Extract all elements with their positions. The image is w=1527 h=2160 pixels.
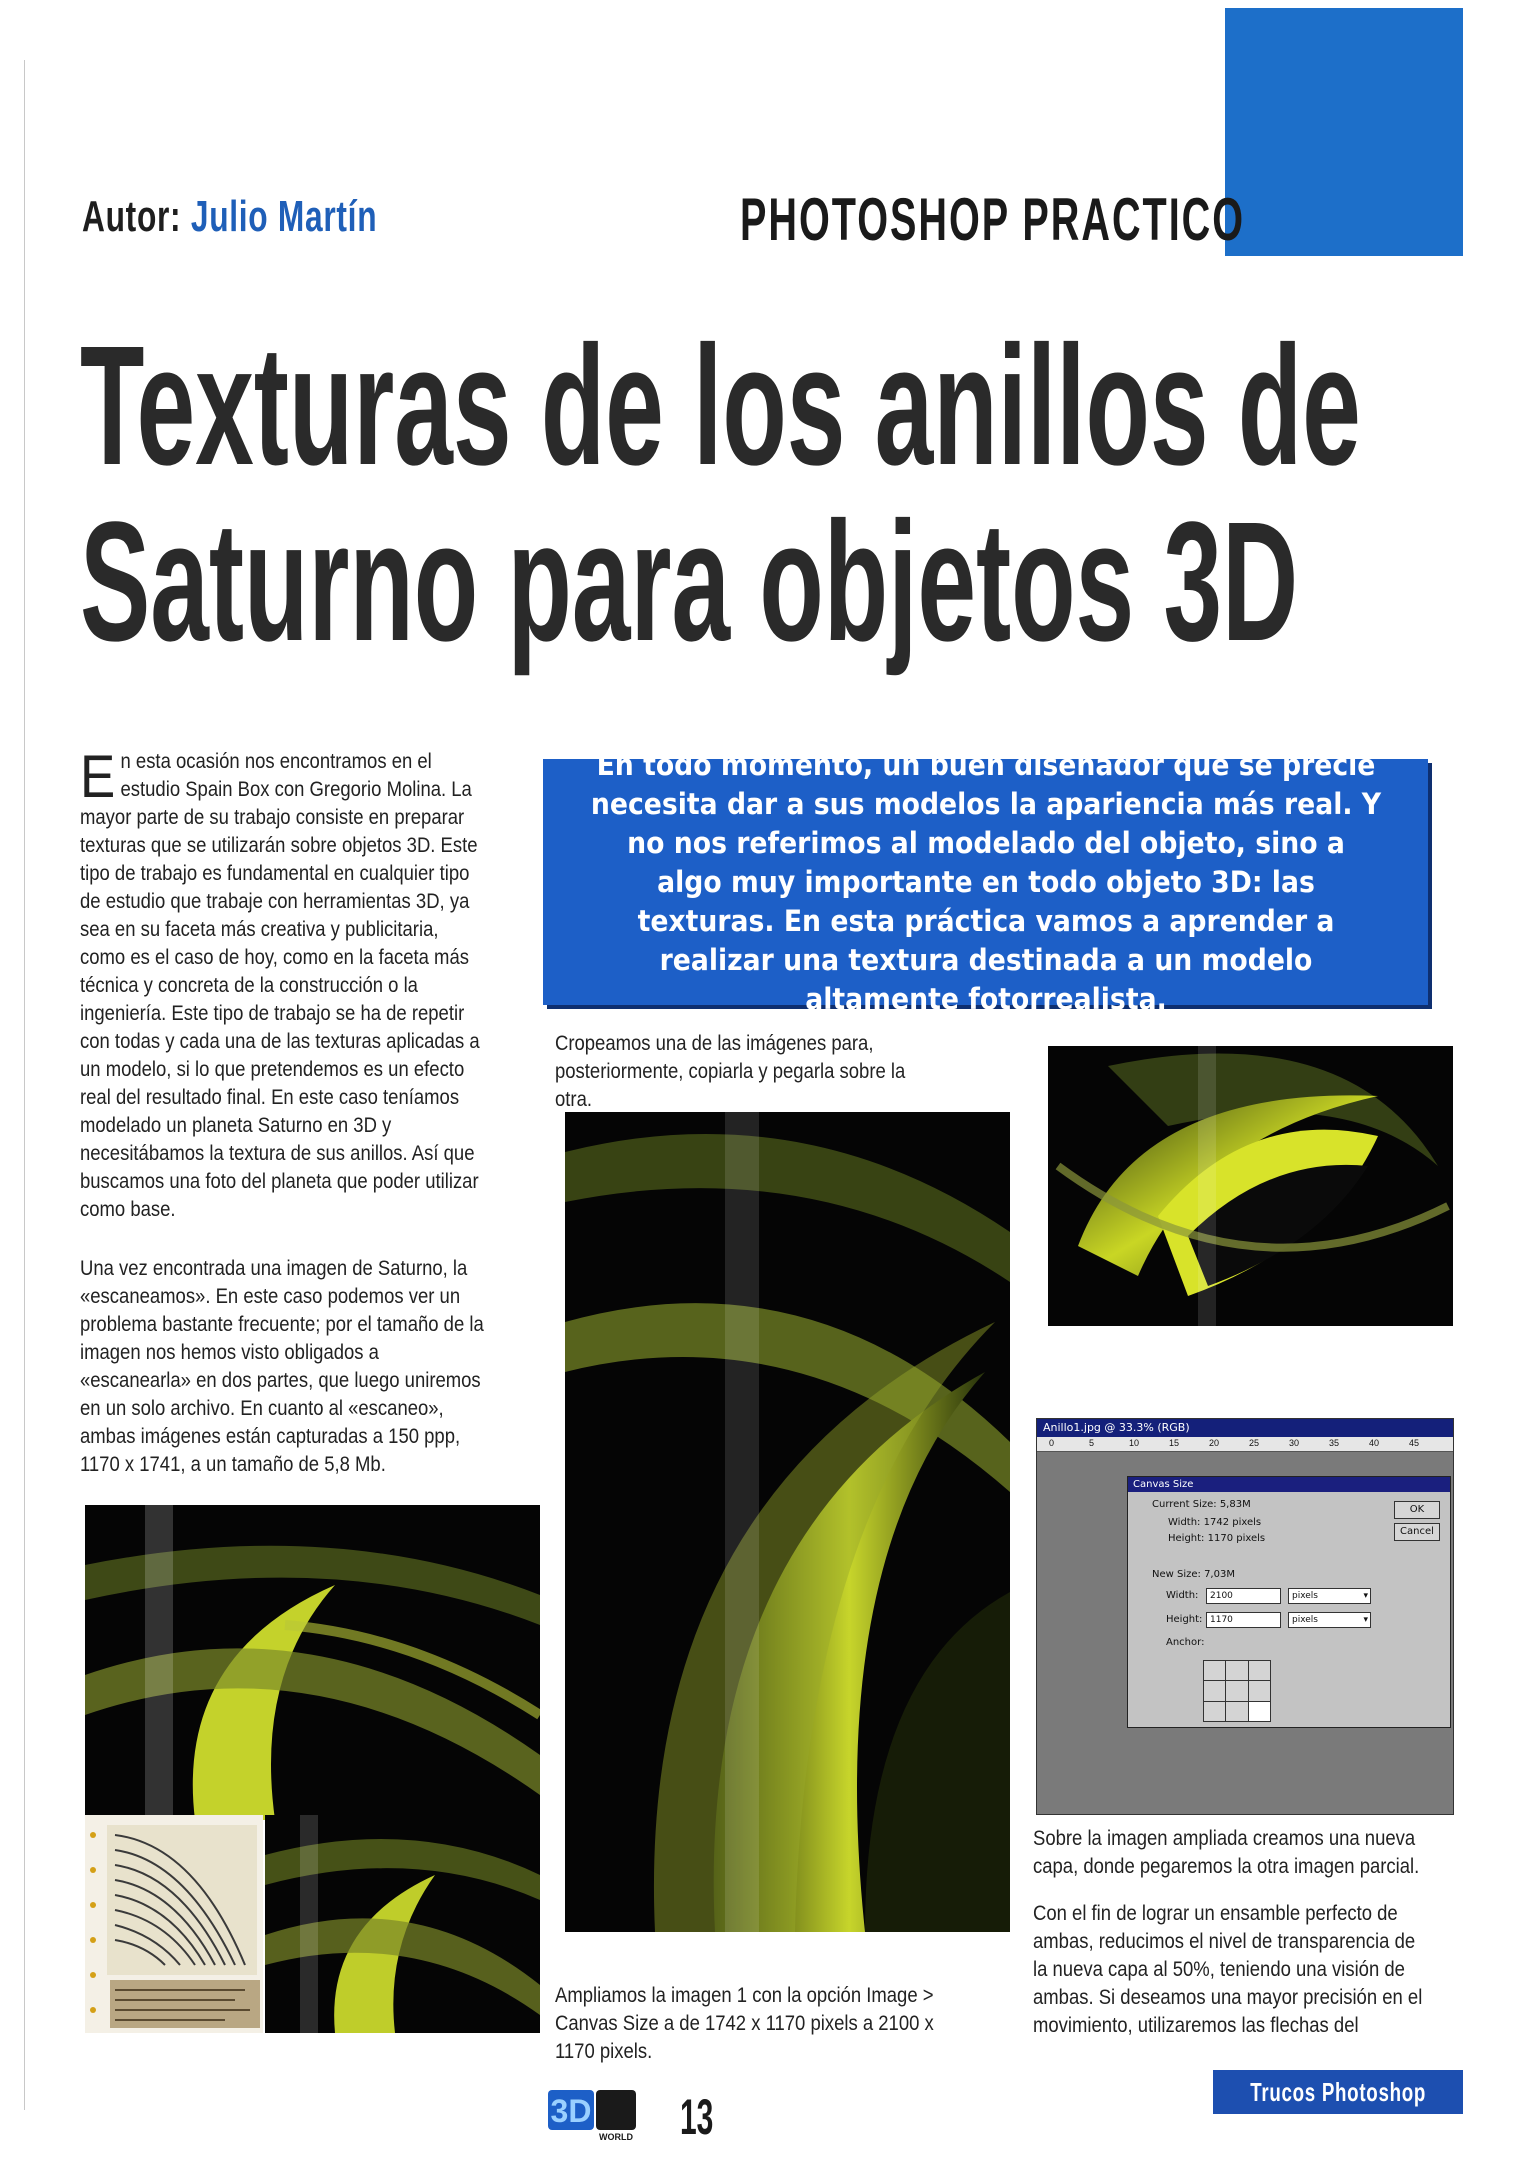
anchor-cell[interactable] [1204, 1702, 1225, 1721]
intro-paragraph-1 [80, 743, 485, 1224]
new-size: New Size: 7,03M [1152, 1569, 1235, 1580]
intro-text-1: n esta ocasión nos encontramos en el estudio Spain Box con Gregorio Molina. La mayor parte de su trabajo consiste en preparar texturas que se utilizarán sobre objetos 3D. Este tipo de trabajo es fundamental en cualquier tipo de estudio que trabaje con herramientas 3D, ya sea en su faceta más creativa y publicitaria, como es el caso de hoy, como en la faceta más técnica y concreta de la construcción o la ingeniería. Este tipo de trabajo se ha de repetir con todas y cada una de las texturas aplicadas a un modelo, si lo que pretendemos es un efecto real del resultado final. En este caso teníamos modelado un planeta Saturno en 3D y necesitábamos la textura de sus anillos. Así que buscamos una foto del planeta que poder utilizar como base. [80, 750, 480, 1221]
anchor-grid[interactable] [1203, 1660, 1271, 1722]
ruler-tick: 25 [1249, 1438, 1260, 1448]
magazine-thumbnail [85, 1815, 263, 2033]
ruler [1037, 1437, 1453, 1452]
ruler-tick: 30 [1289, 1438, 1300, 1448]
height-input[interactable]: 1170 [1206, 1612, 1281, 1628]
footer-section-bar [1213, 2070, 1463, 2114]
anchor-label: Anchor: [1166, 1637, 1205, 1648]
saturn-ring-photo-half [565, 1112, 1010, 1932]
intro-paragraph-2: Una vez encontrada una imagen de Saturno, la «escaneamos». En este caso podemos ver un problema bastante frecuente; por el tamaño de la imagen nos hemos visto obligados a «escanearla» en dos partes, que luego uniremos en un solo archivo. En cuanto al «escaneo», ambas imágenes están capturadas a 150 ppp, 1170 x 1741, a un tamaño de 5,8 Mb. [80, 1257, 484, 1476]
width-input[interactable]: 2100 [1206, 1588, 1281, 1604]
page-number: 13 [680, 2089, 714, 2145]
article-headline [80, 311, 1361, 677]
saturn-ring-photo-scan [85, 1505, 540, 1820]
author-name: Julio Martín [190, 192, 378, 241]
cancel-button[interactable]: Cancel [1394, 1523, 1440, 1541]
caption-transparency: Con el fin de lograr un ensamble perfecto de ambas, reducimos el nivel de transparencia de la nueva capa al 50%, teniendo una visión de ambas. Si deseamos una mayor precisión en el movimiento, utilizaremos las flechas del [1033, 1902, 1423, 2037]
anchor-cell[interactable] [1204, 1661, 1225, 1680]
dialog-title: Canvas Size [1128, 1477, 1450, 1492]
height-label: Height: [1166, 1614, 1203, 1625]
caption-canvas-size: Ampliamos la imagen 1 con la opción Image > Canvas Size a de 1742 x 1170 pixels a 2100 x 1170 pixels. [555, 1984, 934, 2063]
caption-new-layer: Sobre la imagen ampliada creamos una nueva capa, donde pegaremos la otra imagen parcial. [1033, 1827, 1420, 1878]
corner-color-block [1225, 8, 1463, 256]
ruler-tick: 15 [1169, 1438, 1180, 1448]
headline-line-2: Saturno para objetos 3D [80, 487, 1299, 677]
width-label: Width: [1166, 1590, 1199, 1601]
anchor-cell[interactable] [1249, 1661, 1270, 1680]
author-line [82, 192, 377, 242]
lead-text: En todo momento, un buen diseñador que se precie necesita dar a sus modelos la apariencia más real. Y no nos referimos al modelado del objeto, sino a algo muy importante en todo objeto 3D: las texturas. En esta práctica vamos a aprender a realizar una textura destinada a un modelo altamente fotorrealista. [590, 747, 1381, 1016]
ruler-tick: 45 [1409, 1438, 1420, 1448]
anchor-cell[interactable] [1249, 1681, 1270, 1700]
footer-section-label: Trucos Photoshop [1250, 2077, 1426, 2107]
author-label: Autor: [82, 192, 191, 241]
saturn-ring-photo-layered [265, 1815, 540, 2033]
headline-line-1: Texturas de los anillos de [80, 311, 1361, 501]
ruler-tick: 35 [1329, 1438, 1340, 1448]
logo-mark: 3D [550, 2093, 592, 2129]
ruler-tick: 10 [1129, 1438, 1140, 1448]
drop-cap: E [80, 743, 116, 810]
width-unit-select[interactable]: pixels ▾ [1288, 1588, 1371, 1604]
ruler-tick: 20 [1209, 1438, 1220, 1448]
caption-crop: Cropeamos una de las imágenes para, posteriormente, copiarla y pegarla sobre la otra. [555, 1032, 906, 1111]
anchor-cell[interactable] [1226, 1661, 1247, 1680]
ok-button[interactable]: OK [1394, 1501, 1440, 1519]
canvas-size-dialog [1127, 1476, 1451, 1728]
ruler-tick: 0 [1049, 1438, 1055, 1448]
ruler-tick: 5 [1089, 1438, 1095, 1448]
3d-world-logo [548, 2088, 664, 2144]
current-size: Current Size: 5,83M [1152, 1499, 1251, 1510]
ruler-tick: 40 [1369, 1438, 1380, 1448]
current-height: Height: 1170 pixels [1168, 1533, 1266, 1544]
height-unit-select[interactable]: pixels ▾ [1288, 1612, 1371, 1628]
current-width: Width: 1742 pixels [1168, 1517, 1262, 1528]
anchor-cell[interactable] [1204, 1681, 1225, 1700]
margin-rule [24, 60, 25, 2110]
canvas-size-screenshot [1036, 1418, 1454, 1815]
document-titlebar: Anillo1.jpg @ 33.3% (RGB) [1037, 1419, 1454, 1437]
saturn-ring-photo-crop [1048, 1046, 1453, 1326]
anchor-cell[interactable] [1226, 1681, 1247, 1700]
section-title: PHOTOSHOP PRACTICO [740, 186, 1246, 253]
logo-sub: WORLD [599, 2132, 633, 2142]
anchor-cell-selected[interactable] [1249, 1702, 1270, 1721]
anchor-cell[interactable] [1226, 1702, 1247, 1721]
lead-box [543, 747, 1428, 1016]
